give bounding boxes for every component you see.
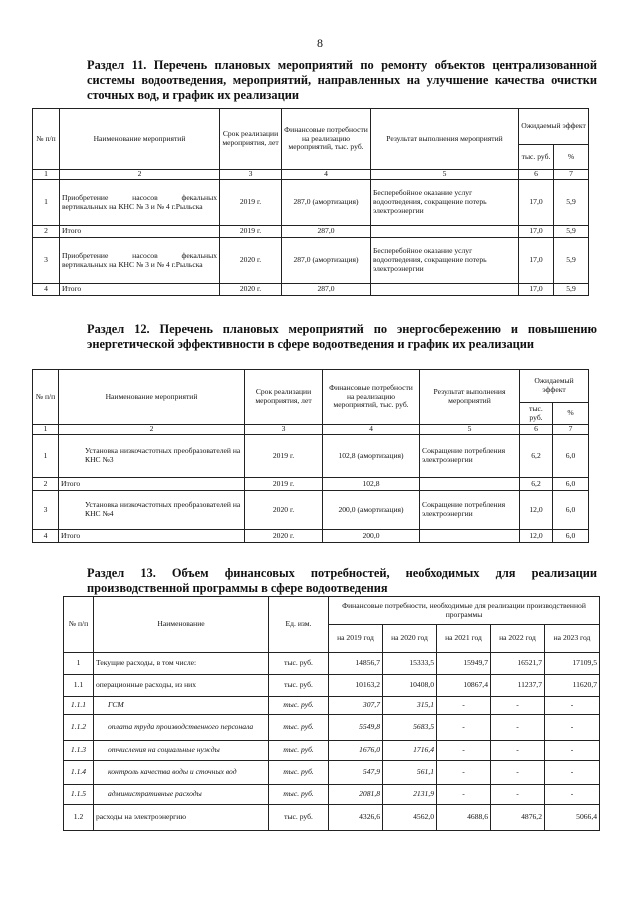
table-row xyxy=(64,761,600,785)
row-finance: 287,0 (амортизация) xyxy=(282,238,371,284)
table-row xyxy=(33,435,589,478)
row-no: 2 xyxy=(33,478,59,491)
row-result: Бесперебойное оказание услуг водоотведения, сокращение потерь электроэнергии xyxy=(371,238,519,284)
row-effect-rub: 12,0 xyxy=(520,491,553,530)
row-no: 1.1.3 xyxy=(64,741,94,761)
col-header-effect: Ожидаемый эффект xyxy=(519,109,589,145)
row-no: 1.1.4 xyxy=(64,761,94,785)
page-number: 8 xyxy=(317,36,323,50)
row-no: 3 xyxy=(33,238,60,284)
row-no: 1 xyxy=(33,435,59,478)
col-number: 1 xyxy=(33,170,60,180)
col-header-finance: Финансовые потребности на реализацию мероприятий, тыс. руб. xyxy=(323,370,420,425)
col-header-pct: % xyxy=(553,403,589,425)
row-value: 4562,0 xyxy=(383,805,437,831)
col-header-year: на 2021 год xyxy=(437,625,491,653)
row-value: 5549,8 xyxy=(329,715,383,741)
col-header-rub: тыс. руб. xyxy=(520,403,553,425)
row-effect-rub: 6,2 xyxy=(520,478,553,491)
row-name: отчисления на социальные нужды xyxy=(94,741,269,761)
row-name: операционные расходы, из них xyxy=(94,675,269,697)
row-unit: тыс. руб. xyxy=(269,715,329,741)
row-value: 10867,4 xyxy=(437,675,491,697)
section-11-table xyxy=(32,108,589,296)
col-header-term: Срок реализации мероприятия, лет xyxy=(245,370,323,425)
row-value: - xyxy=(545,761,600,785)
row-value: - xyxy=(491,761,545,785)
row-name: контроль качества воды и сточных вод xyxy=(94,761,269,785)
row-value: 1716,4 xyxy=(383,741,437,761)
row-value: 2131,9 xyxy=(383,785,437,805)
col-header-name: Наименование мероприятий xyxy=(59,370,245,425)
row-result xyxy=(420,530,520,543)
col-number: 5 xyxy=(371,170,519,180)
col-number: 6 xyxy=(520,425,553,435)
row-value: - xyxy=(437,715,491,741)
row-value: - xyxy=(491,741,545,761)
row-result: Сокращение потребления электроэнергии xyxy=(420,435,520,478)
col-header-result: Результат выполнения мероприятий xyxy=(371,109,519,170)
row-name: Установка низкочастотных преобразователей на КНС №3 xyxy=(59,435,245,478)
row-result xyxy=(371,284,519,296)
row-value: 1676,0 xyxy=(329,741,383,761)
row-value: 2081,8 xyxy=(329,785,383,805)
row-unit: тыс. руб. xyxy=(269,805,329,831)
col-header-name: Наименование мероприятий xyxy=(60,109,220,170)
row-value: 16521,7 xyxy=(491,653,545,675)
table-row-total xyxy=(33,226,589,238)
col-number: 6 xyxy=(519,170,554,180)
row-effect-rub: 17,0 xyxy=(519,284,554,296)
col-header-year: на 2022 год xyxy=(491,625,545,653)
section-13-table xyxy=(63,596,600,831)
row-value: 14856,7 xyxy=(329,653,383,675)
section-12-table xyxy=(32,369,589,543)
row-value: 561,1 xyxy=(383,761,437,785)
row-result: Сокращение потребления электроэнергии xyxy=(420,491,520,530)
table-row xyxy=(64,741,600,761)
row-value: 10408,0 xyxy=(383,675,437,697)
col-number: 2 xyxy=(60,170,220,180)
table-row xyxy=(64,785,600,805)
row-value: 15949,7 xyxy=(437,653,491,675)
col-number: 3 xyxy=(220,170,282,180)
row-finance: 200,0 (амортизация) xyxy=(323,491,420,530)
row-term: 2019 г. xyxy=(220,226,282,238)
row-name: Итого xyxy=(60,284,220,296)
row-effect-pct: 6,0 xyxy=(553,491,589,530)
section-13-heading: Раздел 13. Объем финансовых потребностей, необходимых для реализации производственной программы в сфере водоотведения xyxy=(87,566,597,595)
row-value: 4688,6 xyxy=(437,805,491,831)
table-row xyxy=(64,715,600,741)
col-header-rub: тыс. руб. xyxy=(519,145,554,170)
row-value: - xyxy=(545,697,600,715)
row-effect-pct: 6,0 xyxy=(553,435,589,478)
row-unit: тыс. руб. xyxy=(269,741,329,761)
row-value: 4876,2 xyxy=(491,805,545,831)
row-name: оплата труда производственного персонала xyxy=(94,715,269,741)
row-effect-pct: 5,9 xyxy=(554,238,589,284)
row-no: 1.1.1 xyxy=(64,697,94,715)
row-name: Итого xyxy=(59,478,245,491)
row-value: 15333,5 xyxy=(383,653,437,675)
col-number: 4 xyxy=(282,170,371,180)
table-row xyxy=(64,653,600,675)
row-value: 5683,5 xyxy=(383,715,437,741)
row-term: 2020 г. xyxy=(220,238,282,284)
row-value: - xyxy=(491,785,545,805)
row-effect-rub: 17,0 xyxy=(519,180,554,226)
row-name: Текущие расходы, в том числе: xyxy=(94,653,269,675)
col-number: 7 xyxy=(553,425,589,435)
row-effect-pct: 5,9 xyxy=(554,284,589,296)
row-no: 3 xyxy=(33,491,59,530)
row-effect-pct: 5,9 xyxy=(554,226,589,238)
row-value: - xyxy=(491,715,545,741)
row-value: 11620,7 xyxy=(545,675,600,697)
col-header-pct: % xyxy=(554,145,589,170)
table-row xyxy=(64,805,600,831)
row-effect-rub: 17,0 xyxy=(519,226,554,238)
col-header-year: на 2019 год xyxy=(329,625,383,653)
table-row xyxy=(33,238,589,284)
col-number: 3 xyxy=(245,425,323,435)
row-value: - xyxy=(545,785,600,805)
row-no: 1.1.5 xyxy=(64,785,94,805)
row-term: 2020 г. xyxy=(245,491,323,530)
row-value: - xyxy=(437,761,491,785)
col-header-result: Результат выполнения мероприятий xyxy=(420,370,520,425)
row-unit: тыс. руб. xyxy=(269,785,329,805)
table-row-total xyxy=(33,284,589,296)
col-header-no: № п/п xyxy=(64,597,94,653)
row-name: Приобретение насосов фекальных вертикальных на КНС № 3 и № 4 г.Рыльска xyxy=(60,238,220,284)
row-effect-rub: 6,2 xyxy=(520,435,553,478)
row-no: 1.1.2 xyxy=(64,715,94,741)
row-value: 5066,4 xyxy=(545,805,600,831)
row-term: 2019 г. xyxy=(245,478,323,491)
row-value: 307,7 xyxy=(329,697,383,715)
table-row-total xyxy=(33,478,589,491)
section-12-heading: Раздел 12. Перечень плановых мероприятий по энергосбережению и повышению энергетической эффективности в сфере водоотведения и график их реализации xyxy=(87,322,597,351)
row-value: - xyxy=(545,715,600,741)
col-number: 4 xyxy=(323,425,420,435)
row-term: 2020 г. xyxy=(220,284,282,296)
row-unit: тыс. руб. xyxy=(269,697,329,715)
row-term: 2019 г. xyxy=(220,180,282,226)
row-value: 11237,7 xyxy=(491,675,545,697)
row-result: Бесперебойное оказание услуг водоотведения, сокращение потерь электроэнергии xyxy=(371,180,519,226)
row-term: 2020 г. xyxy=(245,530,323,543)
row-name: административные расходы xyxy=(94,785,269,805)
row-finance: 287,0 (амортизация) xyxy=(282,180,371,226)
row-value: - xyxy=(437,697,491,715)
table-row xyxy=(64,675,600,697)
col-header-no: № п/п xyxy=(33,109,60,170)
row-no: 1.2 xyxy=(64,805,94,831)
col-header-year: на 2020 год xyxy=(383,625,437,653)
col-header-effect: Ожидаемый эффект xyxy=(520,370,589,403)
row-finance: 102,8 (амортизация) xyxy=(323,435,420,478)
row-effect-pct: 5,9 xyxy=(554,180,589,226)
row-unit: тыс. руб. xyxy=(269,675,329,697)
col-header-term: Срок реализации мероприятия, лет xyxy=(220,109,282,170)
row-name: ГСМ xyxy=(94,697,269,715)
row-term: 2019 г. xyxy=(245,435,323,478)
row-result xyxy=(420,478,520,491)
row-value: 17109,5 xyxy=(545,653,600,675)
row-finance: 287,0 xyxy=(282,284,371,296)
row-value: 315,1 xyxy=(383,697,437,715)
section-11-heading: Раздел 11. Перечень плановых мероприятий по ремонту объектов централизованной системы водоотведения, мероприятий, направленных на улучшение качества очистки сточных вод, и график их реализации xyxy=(87,58,597,102)
col-header-no: № п/п xyxy=(33,370,59,425)
table-row-total xyxy=(33,530,589,543)
row-finance: 287,0 xyxy=(282,226,371,238)
row-unit: тыс. руб. xyxy=(269,761,329,785)
row-name: Установка низкочастотных преобразователей на КНС №4 xyxy=(59,491,245,530)
table-row xyxy=(33,180,589,226)
col-number: 5 xyxy=(420,425,520,435)
col-header-finance: Финансовые потребности на реализацию мероприятий, тыс. руб. xyxy=(282,109,371,170)
row-effect-pct: 6,0 xyxy=(553,478,589,491)
row-finance: 102,8 xyxy=(323,478,420,491)
row-result xyxy=(371,226,519,238)
col-header-finance: Финансовые потребности, необходимые для реализации производственной программы xyxy=(329,597,600,625)
row-no: 1.1 xyxy=(64,675,94,697)
col-number: 7 xyxy=(554,170,589,180)
row-value: - xyxy=(437,741,491,761)
row-effect-rub: 12,0 xyxy=(520,530,553,543)
col-header-year: на 2023 год xyxy=(545,625,600,653)
row-effect-pct: 6,0 xyxy=(553,530,589,543)
col-number: 2 xyxy=(59,425,245,435)
row-value: - xyxy=(437,785,491,805)
row-value: 10163,2 xyxy=(329,675,383,697)
row-name: Итого xyxy=(59,530,245,543)
row-name: Итого xyxy=(60,226,220,238)
row-effect-rub: 17,0 xyxy=(519,238,554,284)
row-no: 4 xyxy=(33,530,59,543)
row-value: 547,9 xyxy=(329,761,383,785)
row-value: 4326,6 xyxy=(329,805,383,831)
col-number: 1 xyxy=(33,425,59,435)
row-value: - xyxy=(491,697,545,715)
table-row xyxy=(64,697,600,715)
row-no: 2 xyxy=(33,226,60,238)
col-header-name: Наименование xyxy=(94,597,269,653)
row-name: расходы на электроэнергию xyxy=(94,805,269,831)
row-name: Приобретение насосов фекальных вертикальных на КНС № 3 и № 4 г.Рыльска xyxy=(60,180,220,226)
row-no: 1 xyxy=(64,653,94,675)
table-row xyxy=(33,491,589,530)
row-no: 4 xyxy=(33,284,60,296)
row-unit: тыс. руб. xyxy=(269,653,329,675)
row-value: - xyxy=(545,741,600,761)
row-finance: 200,0 xyxy=(323,530,420,543)
col-header-unit: Ед. изм. xyxy=(269,597,329,653)
row-no: 1 xyxy=(33,180,60,226)
